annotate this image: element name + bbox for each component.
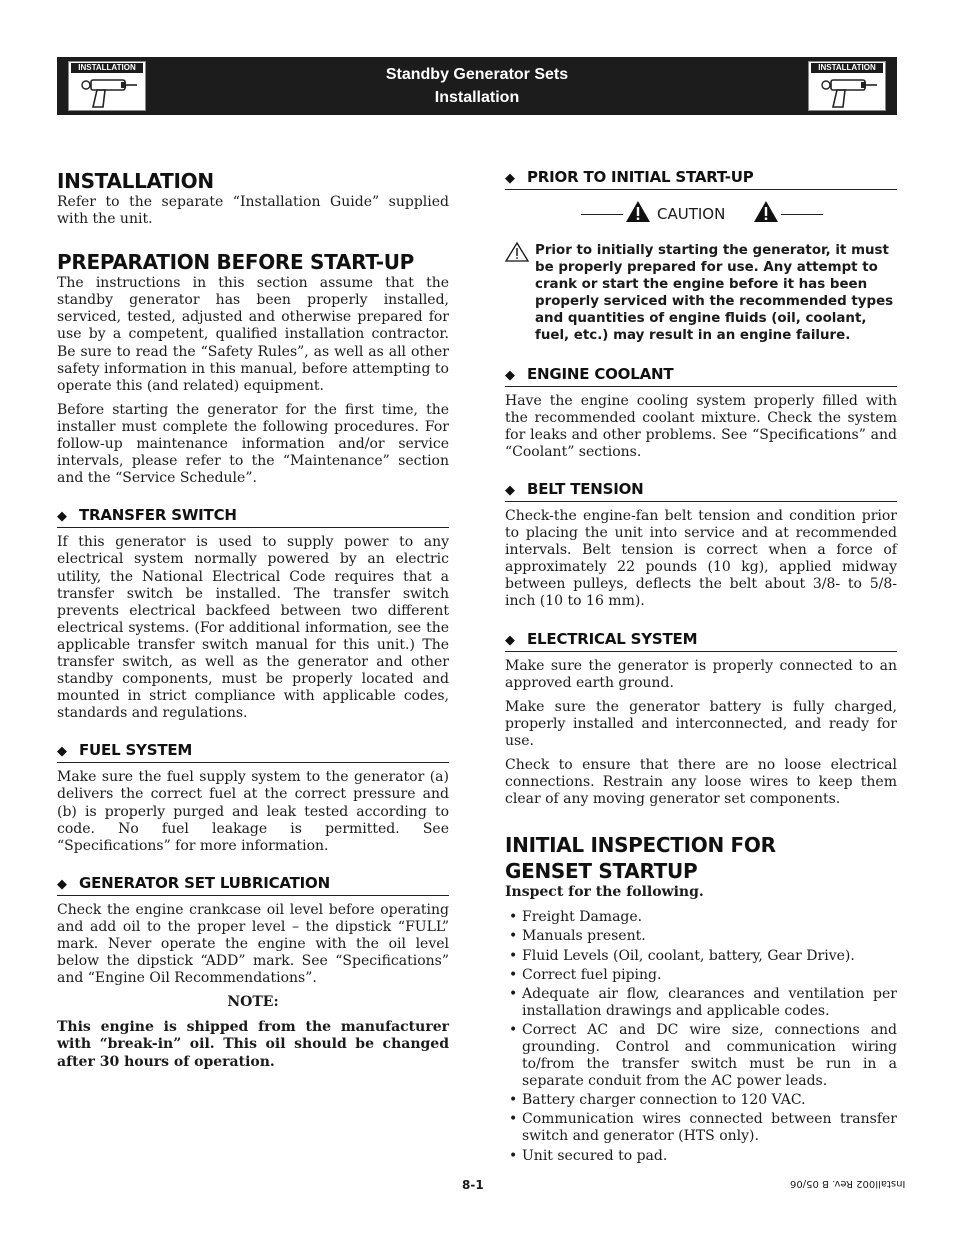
- diamond-icon: ◆: [57, 509, 67, 525]
- list-item: • Battery charger connection to 120 VAC.: [509, 1092, 806, 1109]
- diamond-icon: ◆: [57, 744, 67, 760]
- electrical-system-heading: [505, 630, 897, 652]
- caution-warning: [505, 242, 897, 345]
- installation-badge-right: [808, 61, 886, 111]
- right-column: [505, 168, 897, 1165]
- header-title: [57, 63, 897, 109]
- engine-coolant-text: Have the engine cooling system properly filled with the recommended coolant mixture. Check the system for leaks and other problems. See “Specifications” and “Coolant” sections.: [505, 392, 897, 460]
- fuel-system-heading: [57, 741, 449, 763]
- left-column: [57, 160, 449, 1071]
- header-title-line1: Standby Generator Sets: [385, 66, 569, 83]
- badge-label: INSTALLATION: [71, 63, 143, 73]
- list-item: • Correct fuel piping.: [509, 966, 662, 983]
- diamond-icon: ◆: [505, 367, 515, 383]
- diamond-icon: ◆: [505, 171, 515, 186]
- electrical-system-heading-text: ELECTRICAL SYSTEM: [527, 629, 698, 648]
- transfer-switch-heading: [57, 506, 449, 528]
- list-item: • Adequate air flow, clearances and ventilation per installation drawings and applicable codes.: [509, 985, 897, 1019]
- electrical-paragraph-3: Check to ensure that there are no loose electrical connections. Restrain any loose wires to keep them clear of any moving generator set components.: [505, 756, 897, 808]
- drill-icon: [817, 75, 879, 109]
- inspection-list: [505, 909, 897, 1164]
- warning-outline-icon: [505, 242, 529, 262]
- note-text: This engine is shipped from the manufacturer with “break-in” oil. This oil should be changed after 30 hours of operation.: [57, 1019, 449, 1070]
- transfer-switch-heading-text: TRANSFER SWITCH: [79, 506, 237, 525]
- caution-banner: [505, 196, 897, 232]
- prior-start-heading: [505, 168, 897, 190]
- belt-tension-text: Check-the engine-fan belt tension and condition prior to placing the unit into service and at recommended intervals. Belt tension is correct when a force of approximately 22 pounds (10 kg), applied midway between pulleys, deflects the belt about 3/8- to 5/8-inch (10 to 16 mm).: [505, 507, 897, 610]
- divider: [781, 214, 823, 215]
- installation-text: Refer to the separate “Installation Guide” supplied with the unit.: [57, 194, 449, 228]
- document-code: Install002 Rev. B 05/06: [790, 1178, 906, 1189]
- belt-tension-heading-text: BELT TENSION: [527, 479, 644, 498]
- diamond-icon: ◆: [505, 632, 515, 648]
- badge-label: INSTALLATION: [811, 63, 883, 73]
- engine-coolant-heading-text: ENGINE COOLANT: [527, 364, 674, 383]
- engine-coolant-heading: [505, 365, 897, 387]
- transfer-switch-text: If this generator is used to supply power to any electrical system normally powered by an electric utility, the National Electrical Code requires that a transfer switch be installed. The transfer switch prevents electrical backfeed between two different electrical systems. (For additional information, see the applicable transfer switch manual for this unit.) The transfer switch, as well as the generator and other standby components, must be properly located and mounted in strict compliance with applicable codes, standards and regulations.: [57, 534, 449, 722]
- list-item: • Communication wires connected between transfer switch and generator (HTS only).: [509, 1111, 897, 1145]
- electrical-paragraph-2: Make sure the generator battery is fully charged, properly installed and interconnected, and ready for use.: [505, 698, 897, 749]
- fuel-system-text: Make sure the fuel supply system to the generator (a) delivers the correct fuel at the correct pressure and (b) is properly purged and leak tested according to code. No fuel leakage is permitted. See “Specifications” for more information.: [57, 769, 449, 854]
- list-item: • Manuals present.: [509, 928, 646, 945]
- belt-tension-heading: [505, 480, 897, 502]
- lubrication-heading-text: GENERATOR SET LUBRICATION: [79, 873, 330, 892]
- installation-heading: INSTALLATION: [57, 169, 214, 193]
- list-item: • Freight Damage.: [509, 909, 643, 926]
- prior-start-heading-text: PRIOR TO INITIAL START-UP: [527, 168, 754, 186]
- preparation-paragraph-1: The instructions in this section assume that the standby generator has been properly installed, serviced, tested, adjusted and otherwise prepared for use by a competent, qualified installation contractor. Be sure to read the “Safety Rules”, as well as all other safety information in this manual, before attempting to operate this (and related) equipment.: [57, 275, 449, 394]
- header-title-line2: Installation: [434, 89, 520, 106]
- preparation-paragraph-2: Before starting the generator for the first time, the installer must complete the following procedures. For follow-up maintenance information and/or service intervals, please refer to the “Maintenance” section and the “Service Schedule”.: [57, 401, 449, 487]
- fuel-system-heading-text: FUEL SYSTEM: [79, 741, 193, 760]
- caution-label: CAUTION: [657, 205, 726, 223]
- list-item: • Correct AC and DC wire size, connections and grounding. Control and communication wiring to/from the transfer switch must be run in a separate conduit from the AC power leads.: [509, 1021, 897, 1090]
- list-item: • Fluid Levels (Oil, coolant, battery, Gear Drive).: [509, 947, 855, 964]
- list-item: • Unit secured to pad.: [509, 1147, 668, 1164]
- diamond-icon: ◆: [505, 482, 515, 498]
- diamond-icon: ◆: [57, 876, 67, 892]
- preparation-heading: PREPARATION BEFORE START-UP: [57, 250, 415, 275]
- initial-inspection-heading: INITIAL INSPECTION FOR GENSET STARTUP: [505, 833, 776, 884]
- divider: [581, 214, 623, 215]
- warning-triangle-icon: [753, 200, 779, 223]
- page-number: 8-1: [462, 1178, 484, 1192]
- page-header: [57, 57, 897, 115]
- lubrication-text: Check the engine crankcase oil level before operating and add oil to the proper level – the dipstick “FULL” mark. Never operate the engine with the oil level below the dipstick “ADD” mark. See “Specifications” and “Engine Oil Recommendations”.: [57, 901, 449, 987]
- inspection-subhead: Inspect for the following.: [505, 884, 704, 901]
- warning-triangle-icon: [625, 200, 651, 223]
- lubrication-heading: [57, 874, 449, 896]
- electrical-paragraph-1: Make sure the generator is properly connected to an approved earth ground.: [505, 657, 897, 691]
- caution-warning-text: Prior to initially starting the generator, it must be properly prepared for use. Any attempt to crank or start the engine before it has been properly serviced with the recommended types and quantities of engine fluids (oil, coolant, fuel, etc.) may result in an engine failure.: [535, 243, 894, 344]
- note-label: NOTE:: [227, 994, 279, 1011]
